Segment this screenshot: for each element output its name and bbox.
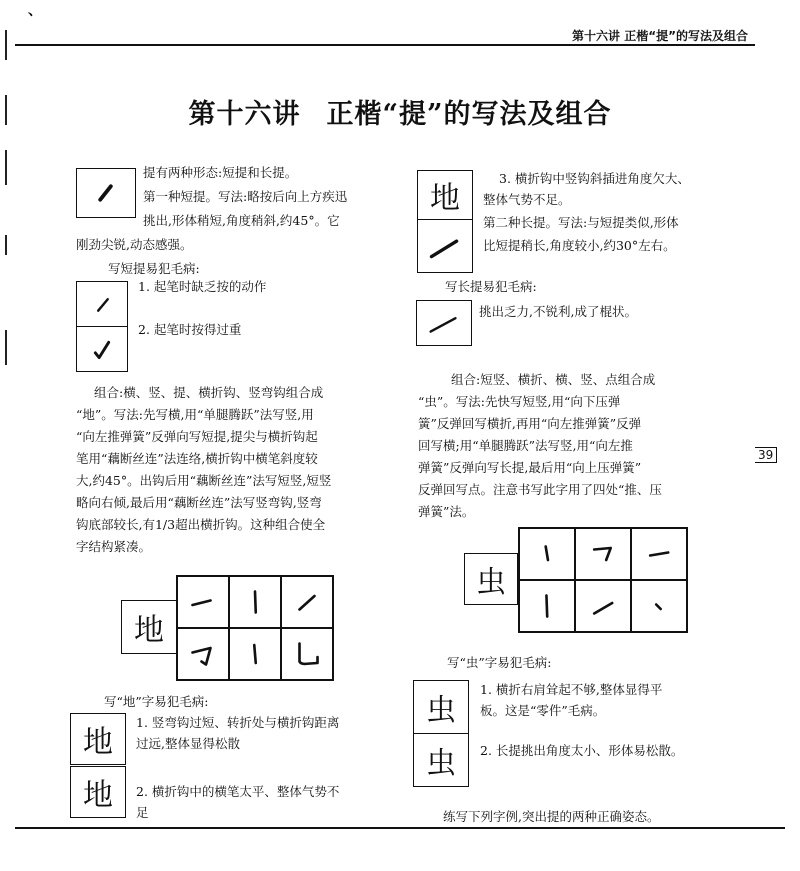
short-shu-stroke-icon [531, 539, 563, 569]
short-errors-heading: 写短提易犯毛病: [108, 261, 200, 276]
chong-combo-line-6: 反弹回写点。注意书写此字用了四处“推、压 [418, 482, 662, 497]
short-ti-error-icon [77, 282, 127, 326]
di-error-character: 地 [83, 725, 113, 760]
di-stroke-grid [176, 575, 334, 681]
chong-errors-heading: 写“虫”字易犯毛病: [447, 655, 552, 670]
di-error-2a: 2. 横折钩中的横笔太平、整体气势不 [136, 784, 340, 799]
margin-line [5, 330, 7, 365]
shuwangou-stroke-icon [292, 639, 322, 669]
di-combo-line-6: 略向右倾,最后用“藕断丝连”法写竖弯钩,竖弯 [76, 495, 322, 510]
heavy-ti-error-icon [77, 327, 127, 371]
di-example-character: 地 [430, 181, 460, 216]
short-ti-stroke-icon [77, 169, 135, 217]
di-combo-line-3: “向左推弹簧”反弹向写短提,提尖与横折钩起 [76, 429, 318, 444]
short-error-box-2 [76, 326, 128, 372]
shu-stroke-icon [240, 587, 270, 617]
chong-error-character: 虫 [426, 693, 456, 728]
chong-combo-line-5: 弹簧”反弹向写长提,最后用“向上压弹簧” [418, 460, 642, 475]
di-error-1a: 1. 竖弯钩过短、转折处与横折钩距离 [136, 715, 340, 730]
chong-stroke-cell [519, 580, 575, 632]
page-number: 39 [755, 447, 777, 463]
chong-combo-line-4: 回写横;用“单腿腾跃”法写竖,用“向左推 [418, 438, 633, 453]
chong-error-2: 2. 长提挑出角度太小、形体易松散。 [480, 743, 684, 758]
long-ti-stroke-box [417, 219, 473, 273]
heng-stroke-icon [643, 539, 675, 569]
intro-line-3: 挑出,形体稍短,角度稍斜,约45°。它 [143, 213, 340, 228]
page-title [0, 92, 800, 131]
intro-line-1: 提有两种形态:短提和长提。 [143, 165, 298, 180]
chong-combo-line-3: 簧”反弹回写横折,再用“向左推弹簧”反弹 [418, 416, 642, 431]
chong-stroke-grid [518, 527, 688, 633]
chong-stroke-cell [631, 580, 687, 632]
intro-line-4: 刚劲尖锐,动态感强。 [76, 237, 193, 252]
item3-line-1: 3. 横折钩中竖钩斜插进角度欠大、 [499, 171, 690, 186]
di-character: 地 [134, 613, 164, 648]
di-combo-line-8: 字结构紧凑。 [76, 539, 152, 554]
hengzhe-stroke-icon [587, 539, 619, 569]
di-stroke-cell [229, 576, 281, 628]
di-stroke-cell [229, 628, 281, 680]
di-combo-line-2: “地”。写法:先写横,用“单腿腾跃”法写竖,用 [76, 407, 314, 422]
di-character-box [121, 600, 177, 654]
di-error-character: 地 [83, 778, 113, 813]
chong-stroke-cell [631, 528, 687, 580]
chong-stroke-cell [519, 528, 575, 580]
di-stroke-cell [177, 628, 229, 680]
chong-error-box-1 [413, 680, 469, 734]
title-topic: 正楷“提”的写法及组合 [326, 99, 612, 130]
long-ti-stroke-icon [587, 591, 619, 621]
margin-line [5, 30, 7, 60]
short-error-1: 1. 起笔时缺乏按的动作 [138, 279, 267, 294]
chong-error-1b: 板。这是“零件”毛病。 [480, 703, 606, 718]
practice-instruction: 练写下列字例,突出提的两种正确姿态。 [443, 809, 660, 824]
di-error-box-1 [70, 713, 126, 765]
di-combo-line-5: 大,约45°。出钩后用“藕断丝连”法写短竖,短竖 [76, 473, 332, 488]
long-error-box [416, 300, 472, 346]
chong-character-box [464, 553, 518, 605]
heng-stroke-icon [188, 587, 218, 617]
di-example-box [417, 170, 473, 220]
shu-stroke-icon [531, 591, 563, 621]
intro-line-2: 第一种短提。写法:略按后向上方疾迅 [143, 189, 348, 204]
dian-stroke-icon [643, 591, 675, 621]
di-combo-line-7: 钩底部较长,有1/3超出横折钩。这种组合使全 [76, 517, 326, 532]
chong-stroke-cell [575, 528, 631, 580]
weak-long-ti-icon [417, 301, 471, 345]
long-error: 挑出乏力,不锐利,成了棍状。 [479, 304, 637, 319]
chong-combo-line-7: 弹簧”法。 [418, 504, 475, 519]
footer-rule [15, 827, 785, 829]
di-combo-line-1: 组合:横、竖、提、横折钩、竖弯钩组合成 [94, 385, 324, 400]
di-error-1b: 过远,整体显得松散 [136, 736, 240, 751]
margin-line [5, 150, 7, 185]
di-error-2b: 足 [136, 805, 149, 820]
long-ti-line-1: 第二种长提。写法:与短提类似,形体 [483, 215, 679, 230]
chong-error-1a: 1. 横折右肩耸起不够,整体显得平 [480, 682, 663, 697]
di-errors-heading: 写“地”字易犯毛病: [104, 694, 209, 709]
long-errors-heading: 写长提易犯毛病: [445, 279, 537, 294]
chong-combo-line-1: 组合:短竖、横折、横、竖、点组合成 [451, 372, 656, 387]
item3-line-2: 整体气势不足。 [483, 192, 571, 207]
chong-error-box-2 [413, 733, 469, 787]
long-ti-line-2: 比短提稍长,角度较小,约30°左右。 [483, 238, 676, 253]
di-error-box-2 [70, 766, 126, 818]
chong-character: 虫 [476, 565, 506, 600]
short-ti-stroke-box [76, 168, 136, 218]
di-stroke-cell [281, 628, 333, 680]
short-error-2: 2. 起笔时按得过重 [138, 322, 242, 337]
chong-stroke-cell [575, 580, 631, 632]
corner-mark: 、 [28, 3, 42, 19]
chong-error-character: 虫 [426, 746, 456, 781]
ti-stroke-icon [292, 587, 322, 617]
di-stroke-cell [177, 576, 229, 628]
short-shu-stroke-icon [240, 639, 270, 669]
di-stroke-cell [281, 576, 333, 628]
header-rule [15, 44, 755, 46]
margin-line [5, 235, 7, 255]
long-ti-stroke-icon [418, 220, 472, 272]
chong-combo-line-2: “虫”。写法:先快写短竖,用“向下压弹 [418, 394, 621, 409]
title-lesson: 第十六讲 [188, 99, 301, 130]
hengzhegou-stroke-icon [188, 639, 218, 669]
short-error-box-1 [76, 281, 128, 327]
di-combo-line-4: 笔用“藕断丝连”法连络,横折钩中横笔斜度较 [76, 451, 318, 466]
running-header: 第十六讲 正楷“提”的写法及组合 [572, 29, 748, 43]
